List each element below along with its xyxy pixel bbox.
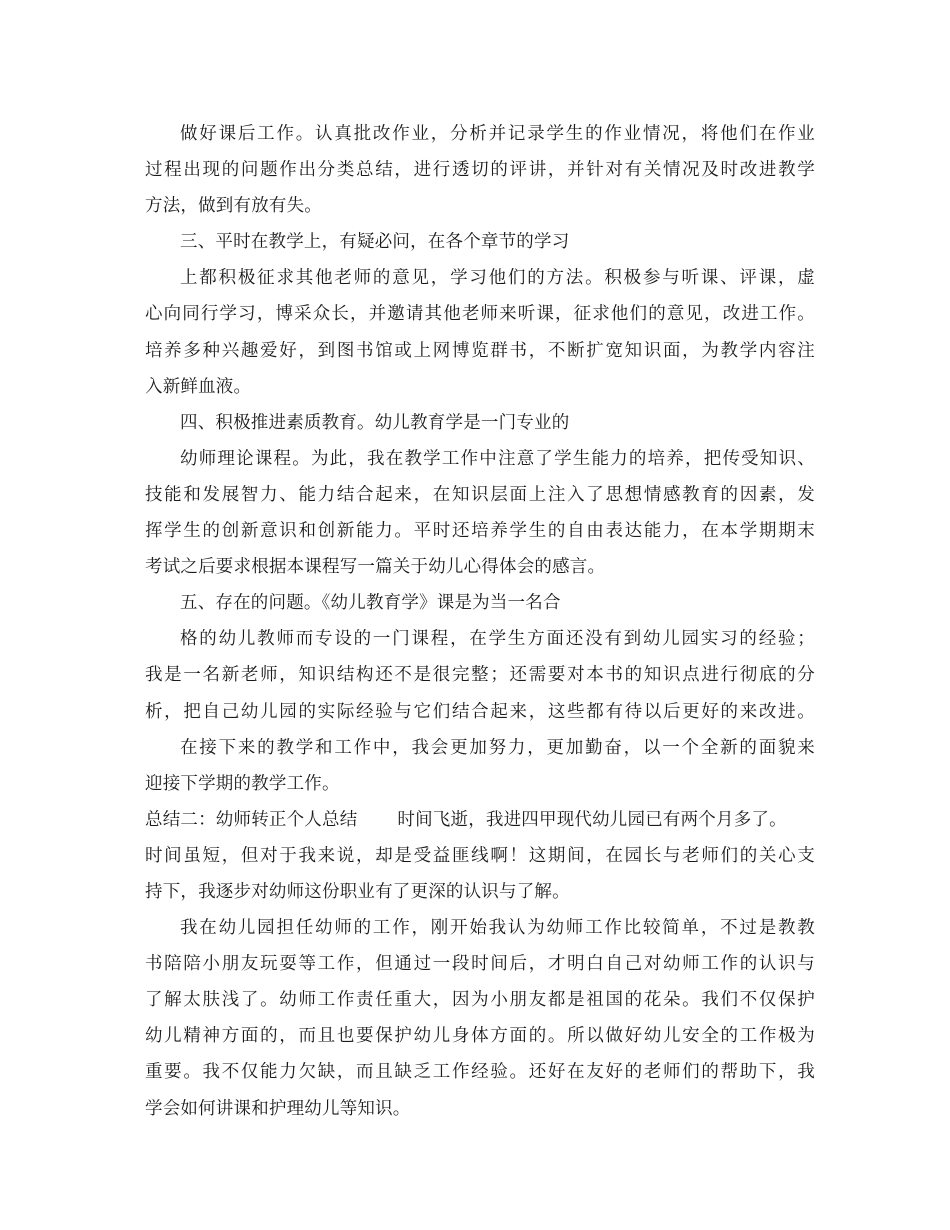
summary-heading: 总结二：幼师转正个人总结: [145, 809, 358, 830]
paragraph-line: 培养多种兴趣爱好，到图书馆或上网博览群书，不断扩宽知识面，为教学内容注: [145, 340, 815, 361]
section-heading-5: 五、存在的问题。《幼儿教育学》课是为当一名合: [180, 593, 561, 614]
paragraph-line: 迎接下学期的教学工作。: [145, 773, 340, 794]
paragraph-line: 重要。我不仅能力欠缺，而且缺乏工作经验。还好在友好的老师们的帮助下，我: [145, 1062, 815, 1083]
paragraph-line: 我在幼儿园担任幼师的工作，刚开始我认为幼师工作比较简单，不过是教教: [180, 918, 815, 939]
paragraph-line: 格的幼儿教师而专设的一门课程，在学生方面还没有到幼儿园实习的经验；: [180, 629, 815, 650]
paragraph-line: 入新鲜血液。: [145, 376, 252, 397]
paragraph-line: 幼儿精神方面的，而且也要保护幼儿身体方面的。所以做好幼儿安全的工作极为: [145, 1026, 815, 1047]
paragraph-line: 书陪陪小朋友玩耍等工作，但通过一段时间后，才明白自己对幼师工作的认识与: [145, 954, 815, 975]
paragraph-line: 我是一名新老师，知识结构还不是很完整；还需要对本书的知识点进行彻底的分: [145, 665, 815, 686]
section-heading-4: 四、积极推进素质教育。幼儿教育学是一门专业的: [180, 412, 570, 433]
paragraph-line: 过程出现的问题作出分类总结，进行透切的评讲，并针对有关情况及时改进教学: [145, 160, 815, 181]
paragraph-line: 学会如何讲课和护理幼儿等知识。: [145, 1098, 411, 1119]
paragraph-line: 持下，我逐步对幼师这份职业有了更深的认识与了解。: [145, 881, 570, 902]
summary-heading-line: [145, 802, 815, 838]
paragraph-line: 了解太肤浅了。幼师工作责任重大，因为小朋友都是祖国的花朵。我们不仅保护: [145, 990, 815, 1011]
paragraph-line: 考试之后要求根据本课程写一篇关于幼儿心得体会的感言。: [145, 557, 606, 578]
paragraph-line: 幼师理论课程。为此，我在教学工作中注意了学生能力的培养，把传受知识、: [180, 448, 815, 469]
paragraph-line: 上都积极征求其他老师的意见，学习他们的方法。积极参与听课、评课，虚: [180, 268, 815, 289]
paragraph-line: 挥学生的创新意识和创新能力。平时还培养学生的自由表达能力，在本学期期末: [145, 521, 815, 542]
paragraph-line: 时间虽短，但对于我来说，却是受益匪线啊！这期间，在园长与老师们的关心支: [145, 845, 815, 866]
paragraph-line: 做好课后工作。认真批改作业，分析并记录学生的作业情况，将他们在作业: [180, 124, 815, 144]
section-heading-3: 三、平时在教学上，有疑必问，在各个章节的学习: [180, 232, 570, 253]
summary-first-sentence: 时间飞逝，我进四甲现代幼儿园已有两个月多了。: [397, 809, 787, 830]
paragraph-line: 技能和发展智力、能力结合起来，在知识层面上注入了思想情感教育的因素，发: [145, 484, 815, 505]
document-page: [145, 116, 815, 1127]
paragraph-line: 在接下来的教学和工作中，我会更加努力，更加勤奋，以一个全新的面貌来: [180, 737, 815, 758]
paragraph-line: 方法，做到有放有失。: [145, 196, 322, 217]
paragraph-line: 心向同行学习，博采众长，并邀请其他老师来听课，征求他们的意见，改进工作。: [145, 304, 815, 325]
paragraph-line: 析，把自己幼儿园的实际经验与它们结合起来，这些都有待以后更好的来改进。: [145, 701, 815, 722]
